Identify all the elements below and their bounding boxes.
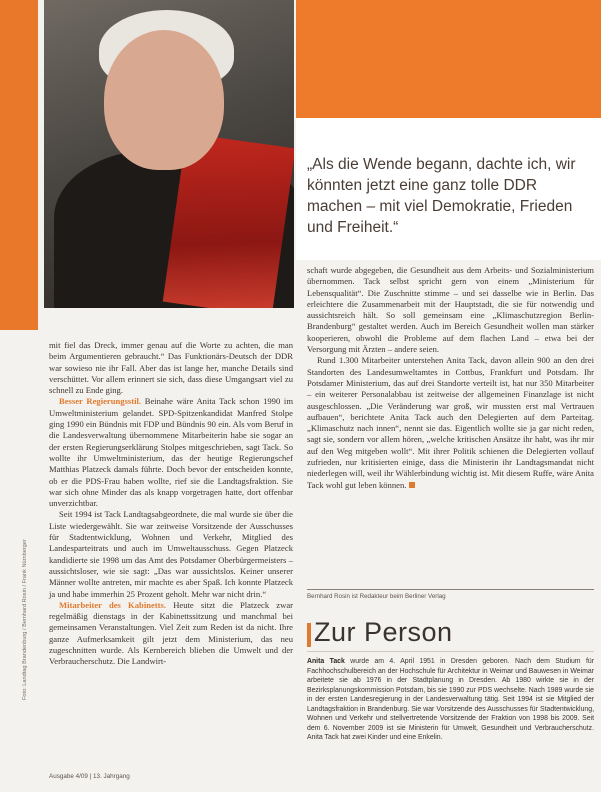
paragraph-with-subhead [49,396,293,509]
subheading: Besser Regierungsstil. [59,396,142,407]
paragraph-text: Beinahe wäre Anita Tack schon 1990 im Umweltministerium gelandet. SPD-Spitzenkandidat Manfred Stolpe ging 1990 ein Bündnis mit FDP und Bündnis 90 ein. Als vom Beruf in die Landesverwaltung übernommene Mitarbeiterin habe sie sogar an der ersten Regierungserklärung Stolpes mitgeschrieben, sagt Tack. So wollte ihr Umweltministerium, das der heutige Regierungschef Matthias Platzeck damals führte. Doch bevor der entscheiden konnte, ob er die PDS-Frau haben wollte, rief sie die Landtagsfraktion. Sie war sich ohne Minder das als knapp vorgetragen hatte, dort offenbar unverzichtbar. [49,396,294,509]
paragraph [307,355,594,491]
subheading: Mitarbeiter des Kabinetts. [59,599,167,610]
photo-credit-vertical: Foto: Landtag Brandenburg / Bernhard Rosin / Frank Nürnberger [22,539,28,700]
pull-quote: „Als die Wende begann, dachte ich, wir könnten jetzt eine ganz tolle DDR machen – mit viel Demokratie, Frieden und Freiheit.“ [307,156,576,236]
zur-person-box [307,615,594,792]
side-band-lower [0,330,38,792]
person-name: Anita Tack [307,658,345,665]
end-mark-icon [409,482,415,488]
divider [307,651,594,652]
paragraph: schaft wurde abgegeben, die Gesundheit aus dem Arbeits- und Sozialministerium übernommen. Tack selbst spricht gern von einem „Ministerium für Lebensqualität“. Die Zuschnitte stimme – und sei dasselbe wie in Berlin. Das erleichtere die Zusammenarbeit mit der Hauptstadt, die sie für notwendig und aussichtsreich hält. So soll gemeinsam eine „Klimaschutzregion Berlin-Brandenburg“ gestaltet werden. Auch im Bereich Gesundheit wollen man stärker kooperieren, obwohl die Probleme auf dem flachen Land – etwa bei der Versorgung mit Ärzten – andere seien. [307,265,594,355]
portrait-photo [44,0,294,308]
paragraph: mit fiel das Dreck, immer genau auf die Worte zu achten, die man beim Argumentieren gebraucht.“ Das Funktionärs-Deutsch der DDR war sowieso nie ihr Fall. Aber das ist lange her, manche Details sind verschüttet. Vor allem erinnert sie sich, dass diese Umgangsart viel zu schnell zu Ende ging. [49,340,293,396]
paragraph-text: Heute sitzt die Platzeck zwar regelmäßig dienstags in der Kabinettssitzung und manchmal bei gemeinsamen Veranstaltungen. Viel Zeit zum Reden ist da nicht. Ihre ganze Aufmerksamkeit gilt jetzt dem Ministerium, das neu zugeschnitten wurde. Als Kernbereich blieben die Umwelt und der Verbraucherschutz. Die Landwirt- [49,599,293,667]
person-bio: wurde am 4. April 1951 in Dresden geboren. Nach dem Studium für Fachhochschulbereich an der Hochschule für Architektur in Weimar und Bauwesen in Weimar arbeitete sie ab 1976 in der Stadtplanung in Dresden. Ab 1980 wirkte sie in der Bezirksplanungskommission Potsdam, bis sie 1990 zur PDS wechselte. Nach 1989 wurde sie in der ersten Landesregierung in der Landesverwaltung tätig. Seit 1994 ist sie Mitglied der Landtagsfraktion in Brandenburg. Sie war Vorsitzende des Ausschusses für Stadtentwicklung, Wohnen und Verkehr und stellvertretende Vorsitzende der Fraktion von 1998 bis 2009. Seit dem 6. November 2009 ist sie Ministerin für Umwelt, Gesundheit und Verbraucherschutz. Anita Tack hat zwei Kinder und eine Enkelin. [307,658,594,741]
article-column-right [307,265,594,491]
page-footer: Ausgabe 4/09 | 13. Jahrgang [49,773,130,780]
photo-face-shape [104,30,224,170]
paragraph: Seit 1994 ist Tack Landtagsabgeordnete, die mal wurde sie über die Liste wiedergewählt. Sie war zeitweise Vorsitzende der Ausschusses für Stadtentwicklung, Wohnen und Verkehr, Mitglied des Landesparteitrats und auch im Umweltausschuss. Gegen Platzeck kandidierte sie 1998 um das Amt des Potsdamer Oberbürgermeisters – aussichtsloser, wie sie sagt: „Das war aussichtslos. Keiner unserer Männer wollte antreten, mir machte es aber Spaß. Ich konnte Platzeck ja und habe immerhin 25 Prozent geholt. Mehr war nicht drin.“ [49,509,293,599]
paragraph-text: Rund 1.300 Mitarbeiter unterstehen Anita Tack, davon allein 900 an den drei Standorten des Landesumweltamtes in Cottbus, Frankfurt und Potsdam. Ihr Potsdamer Ministerium, das auf drei Standorte verteilt ist, hat nur 350 Mitarbeiter – ein weiterer Personalabbau ist zeitweise der allgemeinen Finanzlage ist nicht ausgeschlossen. „Die Veränderung war groß, wir mussten erst mal Vertrauen aufbauen“, berichtete Anita Tack auch den Delegierten auf dem Parteitag. „Klimaschutz nach innen“, nennt sie das. Eigentlich wollte sie ja gar nicht reden, sagt sie, sondern vor allem hören, „welche kritischen Ansätze ihr habt, was ihr mir auf den Weg mitgeben wollt“. Mit ihrer Politik schienen die Delegierten vollauf zufrieden, nur kritisierten einige, dass die Ministerin ihr Landtagsmandat nicht niederlegen will, weil ihr Wählerbindung wichtig ist. Mit diesem Ruffe, wäre Anita Tack wohl gut leben können. [307,355,594,490]
orange-header-block [296,0,601,118]
accent-bar [307,623,311,647]
zur-person-text [307,657,594,743]
article-column-left [49,340,293,668]
author-credit: Bernhard Rosin ist Redakteur beim Berliner Verlag [307,589,594,600]
paragraph-with-subhead [49,600,293,668]
zur-person-title: Zur Person [314,617,453,647]
orange-side-band [0,0,38,330]
